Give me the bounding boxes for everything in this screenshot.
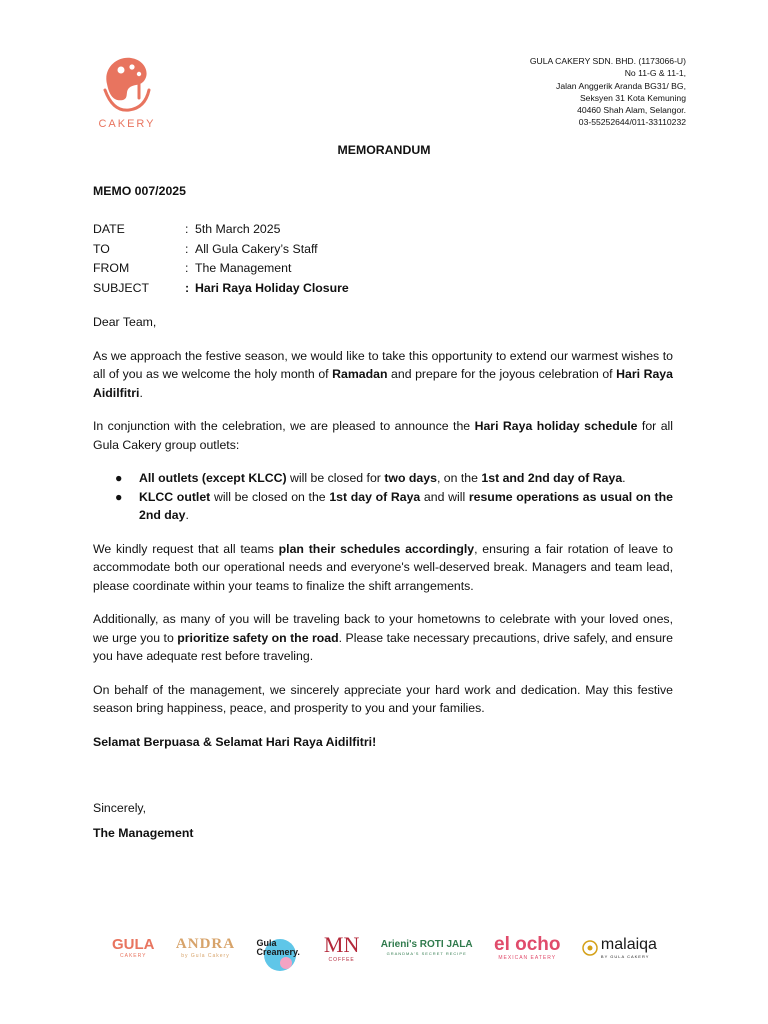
brand-sub: by Gula Cakery bbox=[181, 953, 230, 959]
separator: : bbox=[185, 222, 189, 236]
bullet-icon: ● bbox=[115, 489, 123, 504]
closing-greeting bbox=[93, 733, 673, 752]
brand-sub: COFFEE bbox=[328, 956, 355, 963]
text-run: Additionally, as many of you will be traveling back to your hometowns to celebrate with your loved ones, we urge you to bbox=[93, 612, 673, 645]
memo-body bbox=[93, 313, 673, 766]
bold-text: KLCC outlet bbox=[139, 489, 211, 504]
address-line: 40460 Shah Alam, Selangor. bbox=[577, 105, 686, 116]
date-row bbox=[93, 222, 349, 242]
text-run: We kindly request that all teams bbox=[93, 541, 279, 556]
text-run: . bbox=[622, 471, 626, 485]
text-run: will be closed on the bbox=[210, 489, 330, 504]
separator: : bbox=[185, 241, 189, 256]
brand-logo-roti-jala bbox=[381, 940, 473, 956]
bold-text: All outlets (except KLCC) bbox=[139, 471, 287, 485]
text-run: for all Gula Cakery group outlets: bbox=[93, 419, 673, 452]
paragraph-5: On behalf of the management, we sincerely appreciate your hard work and dedication. May this festive season bring happiness, peace, and prosperity to you and your families. bbox=[93, 682, 673, 715]
brand-logo-el-ocho bbox=[494, 935, 561, 961]
brand-sub: BY GULA CAKERY bbox=[600, 954, 650, 959]
bold-text: prioritize safety on the road bbox=[177, 630, 339, 645]
brand-logo-gula-creamery bbox=[256, 939, 302, 957]
address-line: Jalan Anggerik Aranda BG31/ BG, bbox=[556, 80, 686, 91]
brand-logo-gula bbox=[112, 937, 155, 959]
text-run: will be closed for bbox=[286, 471, 385, 485]
bold-text: two days bbox=[384, 471, 437, 485]
brand-name: malaiqa bbox=[600, 936, 657, 953]
bold-text: Selamat Berpuasa & Selamat Hari Raya Aidilfitri! bbox=[93, 734, 377, 749]
memo-header bbox=[93, 222, 349, 300]
signature-block bbox=[93, 799, 193, 842]
company-logo bbox=[92, 54, 162, 130]
text-run: In conjunction with the celebration, we are pleased to announce the bbox=[93, 419, 475, 433]
brand-name: Arieni's ROTI JALA bbox=[380, 939, 473, 950]
text-run: . bbox=[139, 385, 143, 400]
address-line: Seksyen 31 Kota Kemuning bbox=[579, 92, 686, 103]
subject-label: SUBJECT bbox=[93, 280, 150, 295]
closing: Sincerely, bbox=[93, 801, 147, 815]
subject-value: Hari Raya Holiday Closure bbox=[195, 280, 349, 295]
address-line: 03-55252644/011-33110232 bbox=[578, 117, 686, 128]
bold-text: 1st day of Raya bbox=[329, 489, 421, 504]
memo-number: MEMO 007/2025 bbox=[93, 184, 186, 198]
bold-text: resume operations as usual on the 2nd day bbox=[139, 489, 674, 522]
text-run: and will bbox=[420, 489, 469, 504]
text-run: , on the bbox=[436, 471, 482, 485]
separator: : bbox=[185, 261, 189, 275]
bold-text: plan their schedules accordingly bbox=[278, 541, 475, 556]
malaiqa-emblem-icon bbox=[582, 940, 598, 956]
subject-row bbox=[93, 281, 349, 301]
brand-logo-malaiqa bbox=[582, 937, 657, 959]
text-run: and prepare for the joyous celebration of bbox=[387, 367, 617, 381]
schedule-list bbox=[93, 469, 673, 525]
address-line: GULA CAKERY SDN. BHD. (1173066-U) bbox=[529, 56, 686, 66]
to-label: TO bbox=[93, 241, 110, 256]
paragraph-3 bbox=[93, 540, 673, 596]
bold-text: 1st and 2nd day of Raya bbox=[481, 471, 623, 485]
separator: : bbox=[185, 280, 190, 295]
date-label: DATE bbox=[93, 222, 125, 236]
from-row bbox=[93, 261, 349, 281]
paragraph-4 bbox=[93, 610, 673, 666]
brand-sub: MEXICAN EATERY bbox=[498, 955, 557, 961]
address-line: No 11-G & 11-1, bbox=[624, 68, 686, 79]
brand-name: el ocho bbox=[494, 934, 561, 955]
brand-name: ANDRA bbox=[175, 936, 236, 952]
document-title: MEMORANDUM bbox=[337, 143, 431, 157]
signatory: The Management bbox=[93, 825, 194, 840]
from-value: The Management bbox=[195, 261, 292, 275]
text-run: , ensuring a fair rotation of leave to accommodate both our operational needs and everyone's well-deserved break. Managers and team lead, please coordinate within your teams to finalize the shift arrangements. bbox=[93, 541, 673, 593]
brand-sub: CAKERY bbox=[120, 953, 147, 959]
bold-text: Hari Raya holiday schedule bbox=[474, 419, 638, 433]
brand-logo-andra bbox=[176, 937, 235, 959]
cakery-logo-icon bbox=[99, 54, 155, 116]
logo-text: CAKERY bbox=[98, 118, 156, 130]
company-address bbox=[530, 55, 686, 129]
bold-text: Ramadan bbox=[332, 367, 388, 381]
brand-name: MN bbox=[323, 931, 360, 957]
to-value: All Gula Cakery’s Staff bbox=[195, 241, 318, 256]
paragraph-2 bbox=[93, 417, 673, 454]
greeting: Dear Team, bbox=[93, 315, 157, 329]
text-run: As we approach the festive season, we would like to take this opportunity to extend our warmest wishes to all of you as we welcome the holy month of bbox=[93, 348, 673, 381]
bullet-icon: ● bbox=[115, 471, 123, 485]
bold-text: Hari Raya Aidilfitri bbox=[93, 367, 673, 400]
text-run: . bbox=[185, 508, 189, 522]
from-label: FROM bbox=[93, 261, 130, 275]
brand-name: GULA bbox=[112, 936, 155, 953]
brand-logo-mn bbox=[323, 931, 360, 963]
list-item bbox=[93, 488, 673, 525]
text-run: . Please take necessary precautions, drive safely, and ensure you have adequate rest before traveling. bbox=[93, 630, 673, 663]
list-item bbox=[93, 469, 673, 488]
date-value: 5th March 2025 bbox=[195, 222, 281, 236]
brand-logos bbox=[112, 928, 657, 968]
brand-name: Gula Creamery. bbox=[256, 938, 300, 957]
to-row bbox=[93, 242, 349, 262]
paragraph-1 bbox=[93, 347, 673, 403]
brand-sub: GRANDMA'S SECRET RECIPE bbox=[386, 951, 467, 956]
